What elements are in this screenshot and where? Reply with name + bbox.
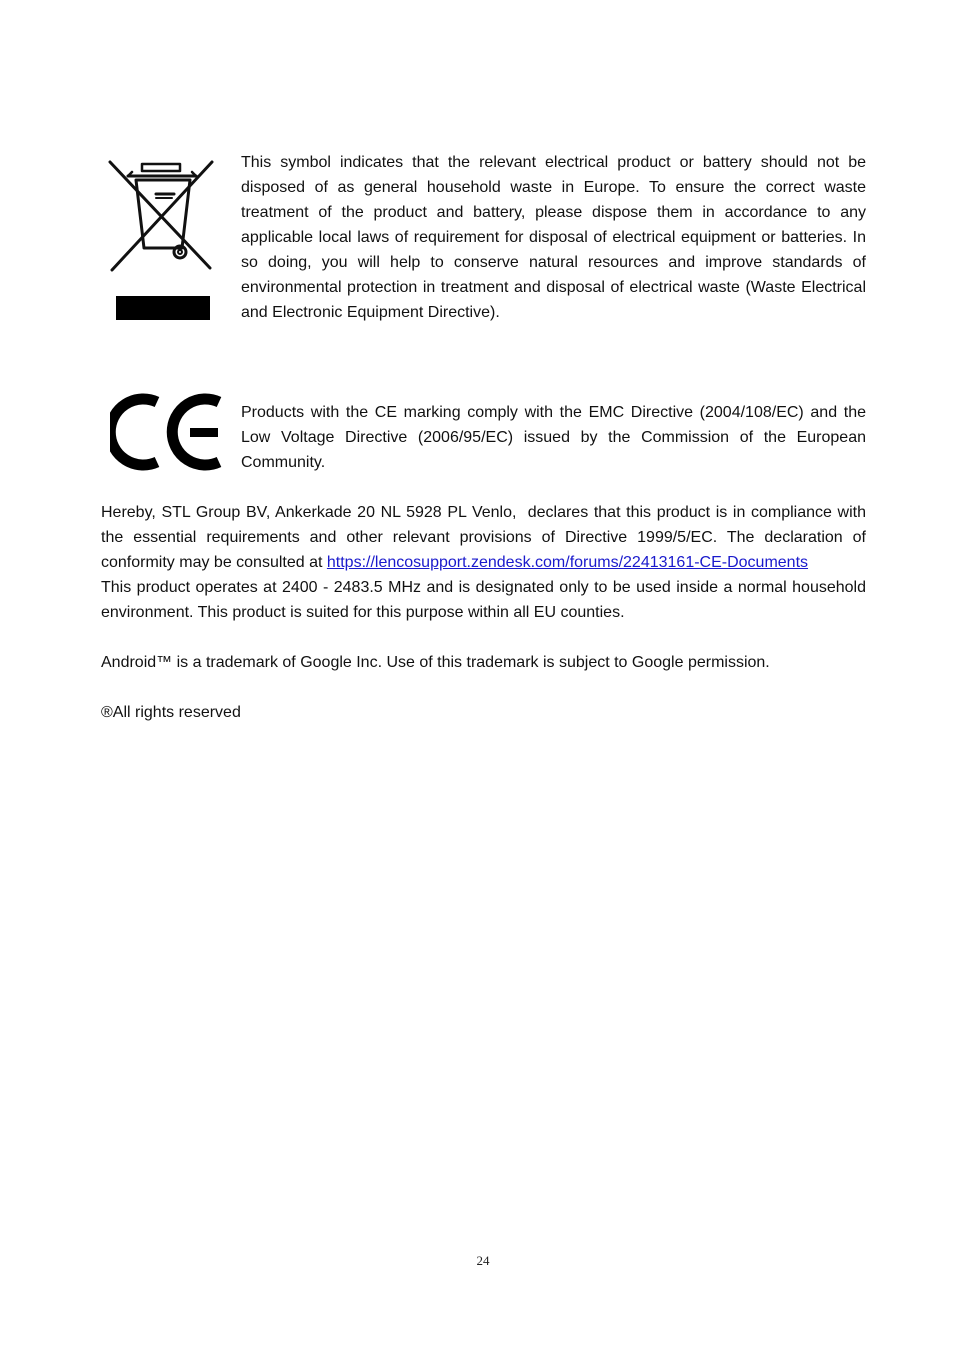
ce-marking-icon bbox=[110, 390, 230, 474]
frequency-text: This product operates at 2400 - 2483.5 MHz and is designated only to be used inside a normal household environment. This product is suited for this purpose within all EU counties. bbox=[101, 579, 866, 621]
page-number: 24 bbox=[476, 1253, 490, 1268]
trademark-text: Android™ is a trademark of Google Inc. Use of this trademark is subject to Google permission. bbox=[101, 654, 770, 671]
weee-disposal-text: This symbol indicates that the relevant electrical product or battery should not be disposed of as general household waste in Europe. To ensure the correct waste treatment of the product and battery, please dispose them in accordance to any applicable local laws of requirement for disposal of electrical equipment or batteries. In so doing, you will help to conserve natural resources and improve standards of environmental protection in treatment and disposal of electrical waste (Waste Electrical and Electronic Equipment Directive). bbox=[241, 154, 866, 321]
rights-reserved-text: ®All rights reserved bbox=[101, 704, 241, 721]
ce-documents-link[interactable]: https://lencosupport.zendesk.com/forums/22413161-CE-Documents bbox=[326, 554, 809, 571]
ce-compliance-text: Products with the CE marking comply with the EMC Directive (2004/108/EC) and the Low Voltage Directive (2006/95/EC) issued by the Commission of the European Community. bbox=[241, 404, 866, 471]
crossed-out-wheelie-bin-icon bbox=[104, 150, 218, 326]
declaration-of-conformity bbox=[101, 500, 866, 625]
declaration-text: Hereby, STL Group BV, Ankerkade 20 NL 5928 PL Venlo, declares that this product is in compliance with the essential requirements and other relevant provisions of Directive 1999/5/EC. The declaration of conformity may be consulted at bbox=[101, 504, 866, 571]
